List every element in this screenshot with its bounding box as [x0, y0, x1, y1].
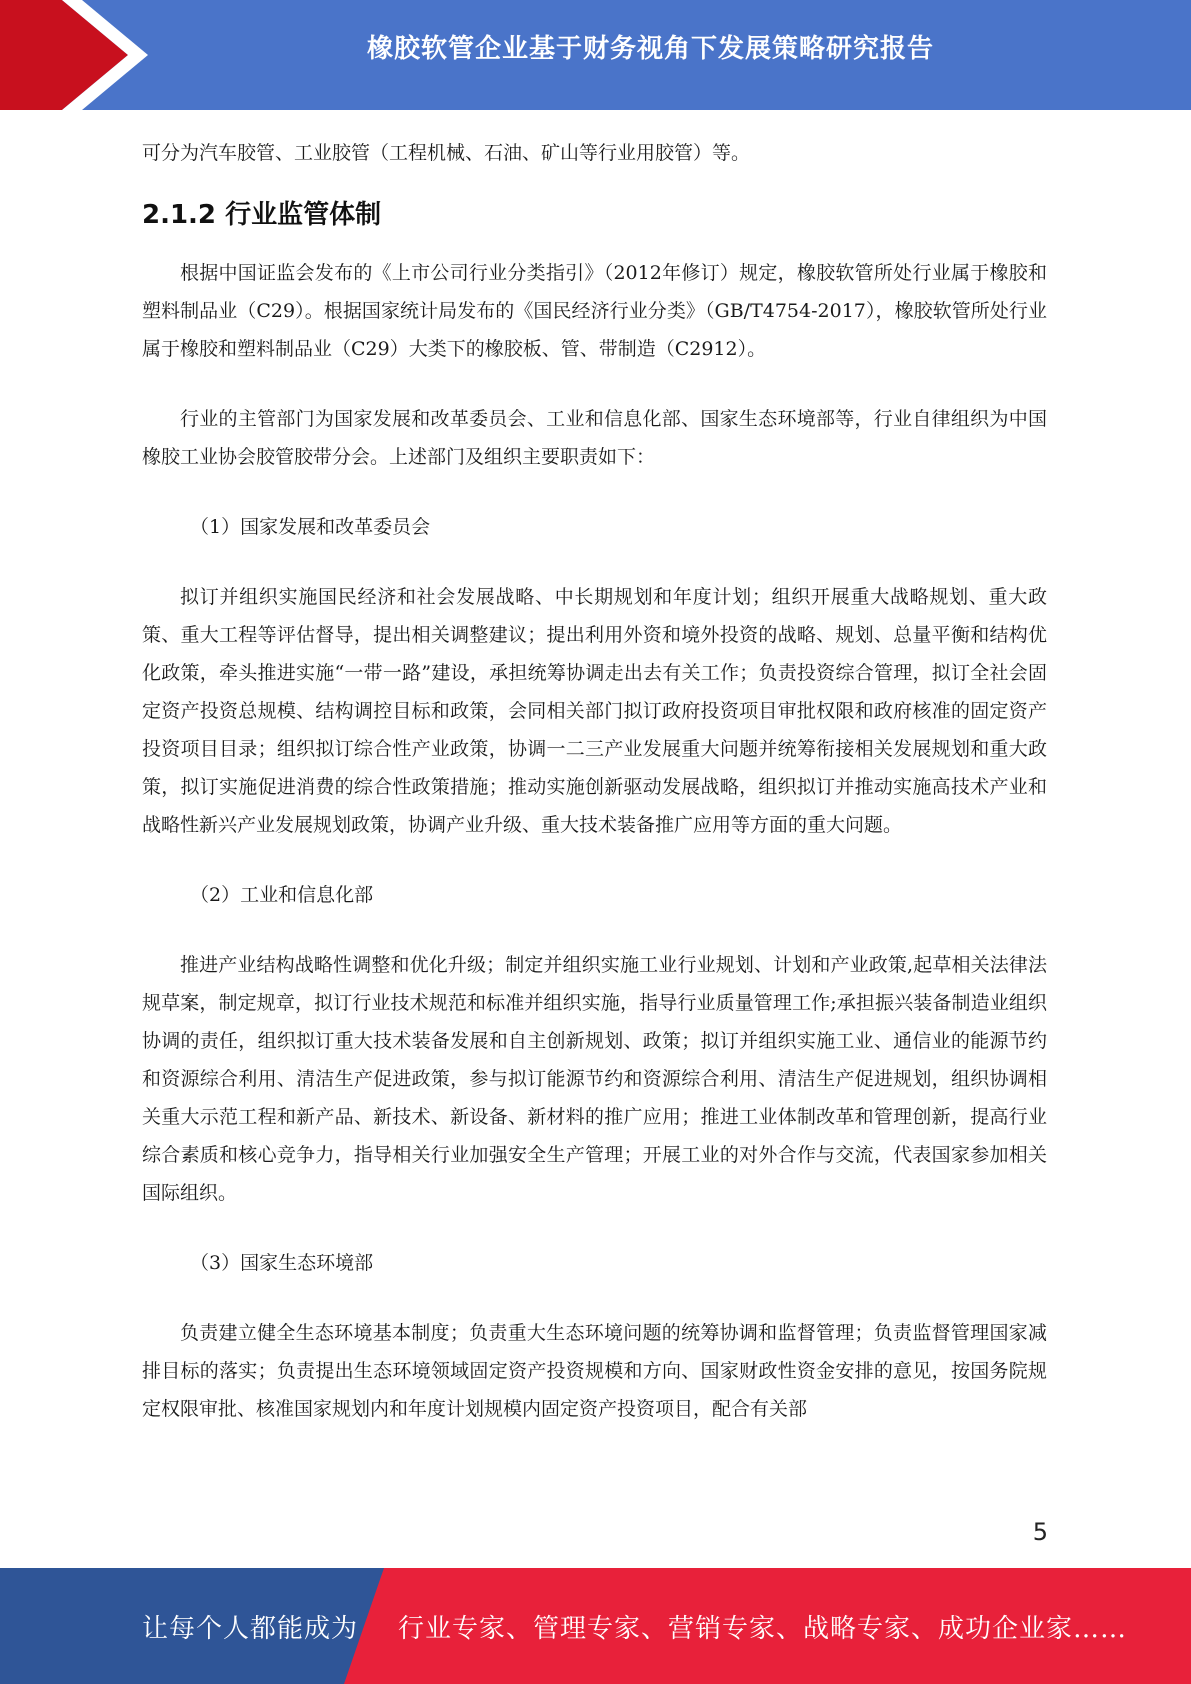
footer-slogan-left: 让每个人都能成为 [142, 1614, 359, 1644]
footer-slogan-right: 行业专家、管理专家、营销专家、战略专家、成功企业家…… [398, 1614, 1128, 1644]
body-paragraph: 行业的主管部门为国家发展和改革委员会、工业和信息化部、国家生态环境部等，行业自律组织为中国橡胶工业协会胶管胶带分会。上述部门及组织主要职责如下： [142, 408, 1047, 468]
subsection-heading: （1）国家发展和改革委员会 [190, 516, 431, 538]
page-number: 5 [1032, 1518, 1048, 1546]
subsection-heading: （2）工业和信息化部 [190, 884, 374, 906]
body-paragraph: 拟订并组织实施国民经济和社会发展战略、中长期规划和年度计划；组织开展重大战略规划、重大政策、重大工程等评估督导，提出相关调整建议；提出利用外资和境外投资的战略、规划、总量平衡和结构优化政策，牵头推进实施“一带一路”建设，承担统筹协调走出去有关工作；负责投资综合管理，拟订全社会固定资产投资总规模、结构调控目标和政策，会同相关部门拟订政府投资项目审批权限和政府核准的固定资产投资项目目录；组织拟订综合性产业政策，协调一二三产业发展重大问题并统筹衔接相关发展规划和重大政策，拟订实施促进消费的综合性政策措施；推动实施创新驱动发展战略，组织拟订并推动实施高技术产业和战略性新兴产业发展规划政策，协调产业升级、重大技术装备推广应用等方面的重大问题。 [142, 586, 1047, 836]
report-title: 橡胶软管企业基于财务视角下发展策略研究报告 [366, 34, 934, 64]
subsection-heading: （3）国家生态环境部 [190, 1252, 374, 1274]
body-paragraph: 推进产业结构战略性调整和优化升级；制定并组织实施工业行业规划、计划和产业政策,起草相关法律法规草案，制定规章，拟订行业技术规范和标准并组织实施，指导行业质量管理工作;承担振兴装备制造业组织协调的责任，组织拟订重大技术装备发展和自主创新规划、政策；拟订并组织实施工业、通信业的能源节约和资源综合利用、清洁生产促进政策，参与拟订能源节约和资源综合利用、清洁生产促进规划，组织协调相关重大示范工程和新产品、新技术、新设备、新材料的推广应用；推进工业体制改革和管理创新，提高行业综合素质和核心竞争力，指导相关行业加强安全生产管理；开展工业的对外合作与交流，代表国家参加相关国际组织。 [142, 954, 1047, 1204]
lead-paragraph: 可分为汽车胶管、工业胶管（工程机械、石油、矿山等行业用胶管）等。 [142, 142, 751, 164]
header-chevron-icon [0, 0, 160, 110]
footer-band [0, 1568, 1191, 1684]
body-paragraph: 负责建立健全生态环境基本制度；负责重大生态环境问题的统筹协调和监督管理；负责监督管理国家减排目标的落实；负责提出生态环境领域固定资产投资规模和方向、国家财政性资金安排的意见，按国务院规定权限审批、核准国家规划内和年度计划规模内固定资产投资项目，配合有关部 [142, 1322, 1047, 1420]
body-paragraph: 根据中国证监会发布的《上市公司行业分类指引》（2012年修订）规定，橡胶软管所处行业属于橡胶和塑料制品业（C29）。根据国家统计局发布的《国民经济行业分类》（GB/T4754-2017），橡胶软管所处行业属于橡胶和塑料制品业（C29）大类下的橡胶板、管、带制造（C2912）。 [142, 262, 1047, 360]
page-body [142, 134, 1047, 1460]
section-heading: 2.1.2 行业监管体制 [142, 200, 382, 230]
header-band [0, 0, 1191, 110]
